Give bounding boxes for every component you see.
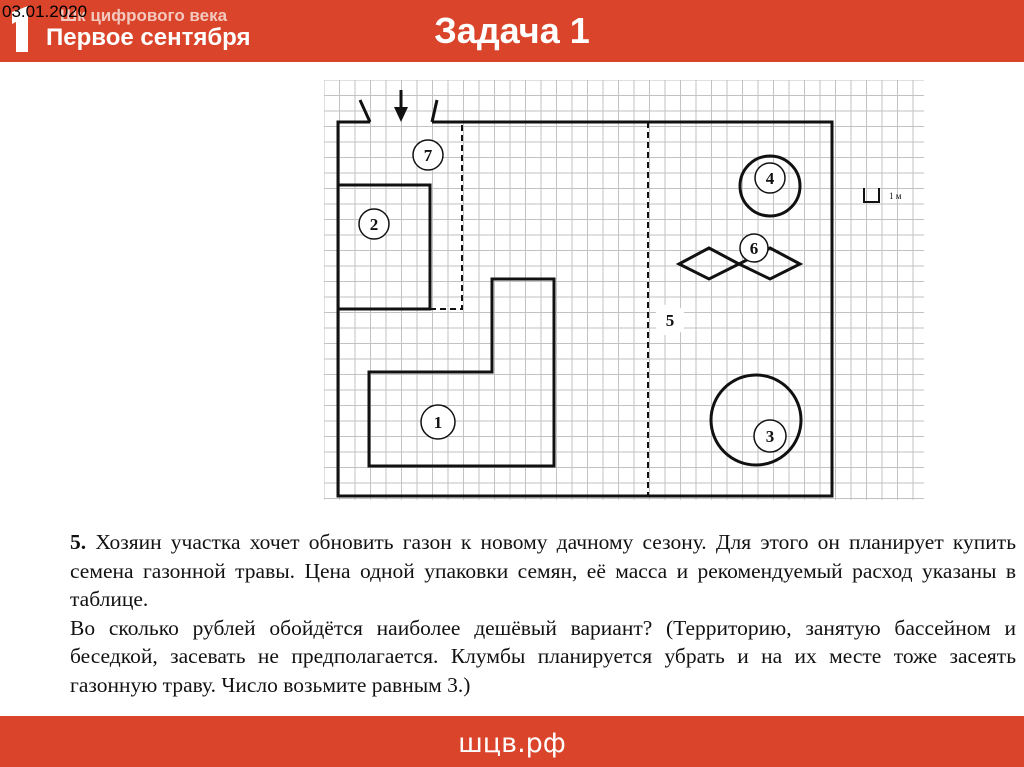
svg-text:5: 5 (665, 311, 675, 330)
svg-text:1: 1 (433, 413, 443, 432)
brand-subtitle: Шк цифрового века (60, 6, 228, 25)
task-number: 5. (70, 530, 87, 554)
svg-text:7: 7 (423, 146, 433, 165)
scale-label: 1 м (889, 191, 902, 201)
area-label-4 (755, 163, 785, 193)
scale-marker (864, 188, 902, 202)
task-text (70, 528, 1016, 699)
area-label-5 (654, 304, 686, 336)
svg-text:3: 3 (765, 427, 775, 446)
task-paragraph-1 (70, 528, 1016, 614)
area-label-3 (754, 420, 786, 452)
svg-text:2: 2 (369, 215, 379, 234)
brand-name: Первое сентября (46, 24, 251, 51)
date-stamp: 03.01.2020 (2, 2, 88, 21)
slide-title: Задача 1 (434, 10, 590, 51)
svg-text:6: 6 (749, 239, 759, 258)
area-label-1 (421, 405, 455, 439)
svg-text:4: 4 (765, 169, 775, 188)
area-6-flowerbeds (679, 248, 800, 279)
site-plan (324, 80, 924, 500)
task-paragraph-2: Во сколько рублей обойдётся наиболее дешёвый вариант? (Территорию, занятую бассейном и беседкой, засевать не предполагается. Клумбы планируется убрать и на их месте тоже засеять газонную траву. Число возьмите равным 3.) (70, 615, 1016, 697)
area-label-7 (413, 140, 443, 170)
entrance-arrow-icon (394, 90, 408, 122)
footer-url: шцв.рф (458, 728, 566, 759)
area-label-6 (740, 234, 768, 262)
area-label-2 (359, 209, 389, 239)
task-paragraph-1-text: Хозяин участка хочет обновить газон к новому дачному сезону. Для этого он планирует купить семена газонной травы. Цена одной упаковки семян, её масса и рекомендуемый расход указаны в таблице. (70, 530, 1017, 611)
grid (324, 80, 924, 500)
